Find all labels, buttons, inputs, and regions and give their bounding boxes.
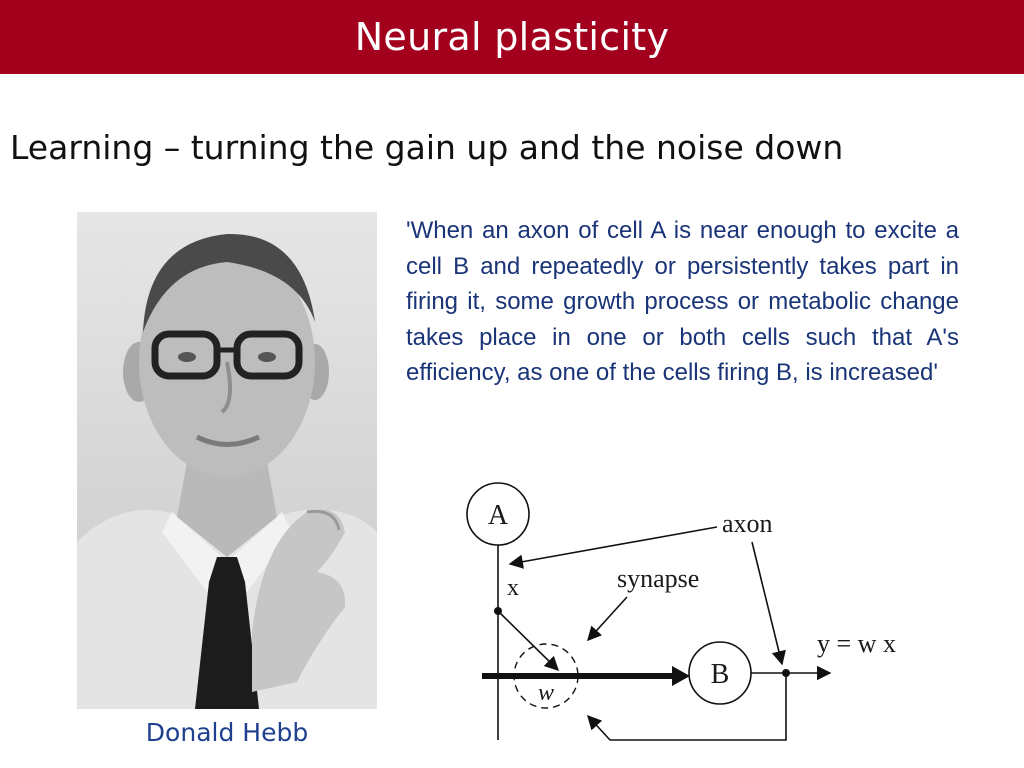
synapse-pointer-arrow <box>588 597 627 640</box>
feedback-arrow <box>588 673 786 740</box>
axon-to-output-arrow <box>752 542 782 664</box>
axon-label: axon <box>722 509 773 538</box>
title-bar <box>0 0 1024 74</box>
slide-subtitle: Learning – turning the gain up and the noise down <box>10 128 844 167</box>
hebbian-synapse-diagram <box>462 482 932 752</box>
portrait-photo <box>77 212 377 709</box>
slide-title: Neural plasticity <box>354 15 670 59</box>
portrait-caption: Donald Hebb <box>145 718 309 747</box>
output-label: y = w x <box>817 629 896 658</box>
synapse-label: synapse <box>617 564 700 593</box>
cell-b-label: B <box>710 659 730 690</box>
main-input-arrowhead <box>672 666 690 686</box>
cell-a-label: A <box>487 500 509 531</box>
axon-pointer-arrow <box>510 527 717 564</box>
input-to-weight-arrow <box>498 611 558 670</box>
hebb-quote: 'When an axon of cell A is near enough to excite a cell B and repeatedly or persistently takes part in firing it, some growth process or metabolic change takes place in one or both cells such that A's efficiency, as one of the cells firing B, is increased' <box>406 217 959 386</box>
input-label: x <box>507 575 519 601</box>
weight-label: w <box>537 680 555 706</box>
